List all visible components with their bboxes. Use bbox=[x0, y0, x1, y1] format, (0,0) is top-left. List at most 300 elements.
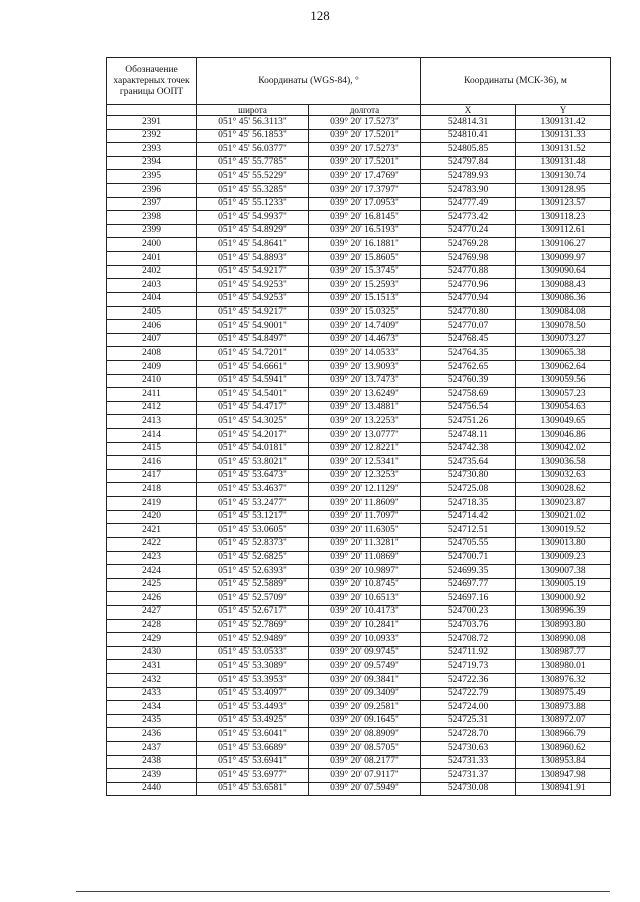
table-row bbox=[107, 265, 611, 279]
x-coordinate-cell: 524810.41 bbox=[421, 129, 516, 143]
x-coordinate-cell: 524697.16 bbox=[421, 592, 516, 606]
latitude-cell: 051° 45' 52.6393" bbox=[197, 565, 309, 579]
latitude-cell: 051° 45' 54.0181" bbox=[197, 442, 309, 456]
table-row bbox=[107, 456, 611, 470]
y-coordinate-cell: 1309084.08 bbox=[516, 306, 611, 320]
point-id-cell: 2403 bbox=[107, 279, 197, 293]
point-id-cell: 2417 bbox=[107, 469, 197, 483]
table-row bbox=[107, 660, 611, 674]
y-coordinate-cell: 1309106.27 bbox=[516, 238, 611, 252]
table-row bbox=[107, 714, 611, 728]
latitude-cell: 051° 45' 55.5229" bbox=[197, 170, 309, 184]
point-id-cell: 2407 bbox=[107, 333, 197, 347]
point-id-cell: 2435 bbox=[107, 714, 197, 728]
subheader-empty bbox=[107, 105, 197, 116]
longitude-cell: 039° 20' 13.6249" bbox=[309, 388, 421, 402]
latitude-cell: 051° 45' 54.8641" bbox=[197, 238, 309, 252]
table-row bbox=[107, 320, 611, 334]
longitude-cell: 039° 20' 09.2581" bbox=[309, 701, 421, 715]
point-id-cell: 2437 bbox=[107, 742, 197, 756]
x-coordinate-cell: 524730.63 bbox=[421, 742, 516, 756]
y-coordinate-cell: 1309131.42 bbox=[516, 116, 611, 130]
longitude-cell: 039° 20' 09.1645" bbox=[309, 714, 421, 728]
longitude-cell: 039° 20' 16.1881" bbox=[309, 238, 421, 252]
longitude-cell: 039° 20' 09.5749" bbox=[309, 660, 421, 674]
y-coordinate-cell: 1309118.23 bbox=[516, 211, 611, 225]
latitude-cell: 051° 45' 53.0533" bbox=[197, 646, 309, 660]
longitude-cell: 039° 20' 08.2177" bbox=[309, 755, 421, 769]
x-coordinate-cell: 524714.42 bbox=[421, 510, 516, 524]
y-coordinate-cell: 1308972.07 bbox=[516, 714, 611, 728]
point-id-cell: 2434 bbox=[107, 701, 197, 715]
y-coordinate-cell: 1309086.36 bbox=[516, 292, 611, 306]
table-row bbox=[107, 238, 611, 252]
longitude-cell: 039° 20' 13.7473" bbox=[309, 374, 421, 388]
point-id-cell: 2438 bbox=[107, 755, 197, 769]
y-coordinate-cell: 1308966.79 bbox=[516, 728, 611, 742]
y-coordinate-cell: 1308941.91 bbox=[516, 782, 611, 796]
x-coordinate-cell: 524742.38 bbox=[421, 442, 516, 456]
table-row bbox=[107, 333, 611, 347]
point-id-cell: 2405 bbox=[107, 306, 197, 320]
y-coordinate-cell: 1309046.86 bbox=[516, 429, 611, 443]
bottom-rule bbox=[76, 891, 610, 892]
longitude-cell: 039° 20' 11.7097" bbox=[309, 510, 421, 524]
y-coordinate-cell: 1308990.08 bbox=[516, 633, 611, 647]
longitude-cell: 039° 20' 14.7409" bbox=[309, 320, 421, 334]
latitude-cell: 051° 45' 53.6473" bbox=[197, 469, 309, 483]
y-coordinate-cell: 1309131.48 bbox=[516, 156, 611, 170]
x-coordinate-cell: 524773.42 bbox=[421, 211, 516, 225]
y-coordinate-cell: 1309049.65 bbox=[516, 415, 611, 429]
point-id-cell: 2411 bbox=[107, 388, 197, 402]
point-id-cell: 2439 bbox=[107, 769, 197, 783]
longitude-cell: 039° 20' 16.5193" bbox=[309, 224, 421, 238]
x-coordinate-cell: 524719.73 bbox=[421, 660, 516, 674]
table-row bbox=[107, 619, 611, 633]
x-coordinate-cell: 524758.69 bbox=[421, 388, 516, 402]
longitude-cell: 039° 20' 11.8609" bbox=[309, 497, 421, 511]
table-row bbox=[107, 211, 611, 225]
longitude-cell: 039° 20' 12.3253" bbox=[309, 469, 421, 483]
table-row bbox=[107, 252, 611, 266]
table-row bbox=[107, 728, 611, 742]
table-row bbox=[107, 742, 611, 756]
longitude-cell: 039° 20' 11.0869" bbox=[309, 551, 421, 565]
x-coordinate-cell: 524705.55 bbox=[421, 537, 516, 551]
y-coordinate-cell: 1309000.92 bbox=[516, 592, 611, 606]
x-coordinate-cell: 524770.88 bbox=[421, 265, 516, 279]
y-coordinate-cell: 1309028.62 bbox=[516, 483, 611, 497]
x-coordinate-cell: 524797.84 bbox=[421, 156, 516, 170]
latitude-cell: 051° 45' 55.1233" bbox=[197, 197, 309, 211]
latitude-cell: 051° 45' 53.6041" bbox=[197, 728, 309, 742]
y-coordinate-cell: 1309123.57 bbox=[516, 197, 611, 211]
latitude-cell: 051° 45' 53.4493" bbox=[197, 701, 309, 715]
y-coordinate-cell: 1308973.88 bbox=[516, 701, 611, 715]
x-coordinate-cell: 524708.72 bbox=[421, 633, 516, 647]
latitude-cell: 051° 45' 52.9489" bbox=[197, 633, 309, 647]
table-row bbox=[107, 687, 611, 701]
latitude-cell: 051° 45' 54.8929" bbox=[197, 224, 309, 238]
x-coordinate-cell: 524697.77 bbox=[421, 578, 516, 592]
point-id-cell: 2413 bbox=[107, 415, 197, 429]
x-coordinate-cell: 524751.26 bbox=[421, 415, 516, 429]
header-wgs84: Координаты (WGS-84), ° bbox=[197, 58, 421, 105]
latitude-cell: 051° 45' 54.5401" bbox=[197, 388, 309, 402]
y-coordinate-cell: 1309112.61 bbox=[516, 224, 611, 238]
subheader-longitude: долгота bbox=[309, 105, 421, 116]
y-coordinate-cell: 1308993.80 bbox=[516, 619, 611, 633]
y-coordinate-cell: 1308996.39 bbox=[516, 605, 611, 619]
point-id-cell: 2424 bbox=[107, 565, 197, 579]
table-row bbox=[107, 592, 611, 606]
latitude-cell: 051° 45' 53.4097" bbox=[197, 687, 309, 701]
x-coordinate-cell: 524814.31 bbox=[421, 116, 516, 130]
x-coordinate-cell: 524731.33 bbox=[421, 755, 516, 769]
table-row bbox=[107, 605, 611, 619]
longitude-cell: 039° 20' 15.3745" bbox=[309, 265, 421, 279]
longitude-cell: 039° 20' 09.3409" bbox=[309, 687, 421, 701]
point-id-cell: 2440 bbox=[107, 782, 197, 796]
latitude-cell: 051° 45' 52.6825" bbox=[197, 551, 309, 565]
y-coordinate-cell: 1309057.23 bbox=[516, 388, 611, 402]
y-coordinate-cell: 1309054.63 bbox=[516, 401, 611, 415]
latitude-cell: 051° 45' 52.6717" bbox=[197, 605, 309, 619]
latitude-cell: 051° 45' 54.6661" bbox=[197, 360, 309, 374]
point-id-cell: 2422 bbox=[107, 537, 197, 551]
longitude-cell: 039° 20' 13.4881" bbox=[309, 401, 421, 415]
x-coordinate-cell: 524756.54 bbox=[421, 401, 516, 415]
table-row bbox=[107, 646, 611, 660]
latitude-cell: 051° 45' 53.3953" bbox=[197, 673, 309, 687]
x-coordinate-cell: 524725.31 bbox=[421, 714, 516, 728]
longitude-cell: 039° 20' 09.3841" bbox=[309, 673, 421, 687]
page-number: 128 bbox=[310, 8, 330, 23]
longitude-cell: 039° 20' 12.5341" bbox=[309, 456, 421, 470]
latitude-cell: 051° 45' 55.3285" bbox=[197, 184, 309, 198]
point-id-cell: 2396 bbox=[107, 184, 197, 198]
x-coordinate-cell: 524764.35 bbox=[421, 347, 516, 361]
x-coordinate-cell: 524789.93 bbox=[421, 170, 516, 184]
y-coordinate-cell: 1309073.27 bbox=[516, 333, 611, 347]
table-body bbox=[107, 116, 611, 796]
longitude-cell: 039° 20' 15.2593" bbox=[309, 279, 421, 293]
table-row bbox=[107, 510, 611, 524]
latitude-cell: 051° 45' 53.4925" bbox=[197, 714, 309, 728]
table-row bbox=[107, 551, 611, 565]
table-row bbox=[107, 782, 611, 796]
longitude-cell: 039° 20' 07.9117" bbox=[309, 769, 421, 783]
y-coordinate-cell: 1309013.80 bbox=[516, 537, 611, 551]
y-coordinate-cell: 1309131.52 bbox=[516, 143, 611, 157]
y-coordinate-cell: 1309042.02 bbox=[516, 442, 611, 456]
table-row bbox=[107, 184, 611, 198]
longitude-cell: 039° 20' 15.1513" bbox=[309, 292, 421, 306]
latitude-cell: 051° 45' 52.5709" bbox=[197, 592, 309, 606]
table-row bbox=[107, 306, 611, 320]
table-row bbox=[107, 565, 611, 579]
x-coordinate-cell: 524748.11 bbox=[421, 429, 516, 443]
point-id-cell: 2414 bbox=[107, 429, 197, 443]
point-id-cell: 2395 bbox=[107, 170, 197, 184]
longitude-cell: 039° 20' 12.1129" bbox=[309, 483, 421, 497]
longitude-cell: 039° 20' 11.3281" bbox=[309, 537, 421, 551]
x-coordinate-cell: 524711.92 bbox=[421, 646, 516, 660]
longitude-cell: 039° 20' 10.9897" bbox=[309, 565, 421, 579]
x-coordinate-cell: 524760.39 bbox=[421, 374, 516, 388]
longitude-cell: 039° 20' 13.9093" bbox=[309, 360, 421, 374]
y-coordinate-cell: 1309065.38 bbox=[516, 347, 611, 361]
x-coordinate-cell: 524777.49 bbox=[421, 197, 516, 211]
table-row bbox=[107, 143, 611, 157]
longitude-cell: 039° 20' 13.2253" bbox=[309, 415, 421, 429]
longitude-cell: 039° 20' 11.6305" bbox=[309, 524, 421, 538]
latitude-cell: 051° 45' 54.7201" bbox=[197, 347, 309, 361]
longitude-cell: 039° 20' 10.8745" bbox=[309, 578, 421, 592]
point-id-cell: 2428 bbox=[107, 619, 197, 633]
x-coordinate-cell: 524731.37 bbox=[421, 769, 516, 783]
latitude-cell: 051° 45' 54.3025" bbox=[197, 415, 309, 429]
point-id-cell: 2410 bbox=[107, 374, 197, 388]
latitude-cell: 051° 45' 54.9937" bbox=[197, 211, 309, 225]
longitude-cell: 039° 20' 10.4173" bbox=[309, 605, 421, 619]
longitude-cell: 039° 20' 14.0533" bbox=[309, 347, 421, 361]
longitude-cell: 039° 20' 13.0777" bbox=[309, 429, 421, 443]
longitude-cell: 039° 20' 12.8221" bbox=[309, 442, 421, 456]
point-id-cell: 2432 bbox=[107, 673, 197, 687]
point-id-cell: 2408 bbox=[107, 347, 197, 361]
latitude-cell: 051° 45' 53.3089" bbox=[197, 660, 309, 674]
latitude-cell: 051° 45' 53.4637" bbox=[197, 483, 309, 497]
x-coordinate-cell: 524725.08 bbox=[421, 483, 516, 497]
point-id-cell: 2427 bbox=[107, 605, 197, 619]
point-id-cell: 2392 bbox=[107, 129, 197, 143]
latitude-cell: 051° 45' 54.9217" bbox=[197, 306, 309, 320]
y-coordinate-cell: 1308976.32 bbox=[516, 673, 611, 687]
latitude-cell: 051° 45' 54.9253" bbox=[197, 292, 309, 306]
latitude-cell: 051° 45' 53.2477" bbox=[197, 497, 309, 511]
latitude-cell: 051° 45' 53.6581" bbox=[197, 782, 309, 796]
point-id-cell: 2391 bbox=[107, 116, 197, 130]
point-id-cell: 2421 bbox=[107, 524, 197, 538]
latitude-cell: 051° 45' 53.1217" bbox=[197, 510, 309, 524]
point-id-cell: 2404 bbox=[107, 292, 197, 306]
point-id-cell: 2416 bbox=[107, 456, 197, 470]
longitude-cell: 039° 20' 15.0325" bbox=[309, 306, 421, 320]
x-coordinate-cell: 524730.08 bbox=[421, 782, 516, 796]
table-row bbox=[107, 156, 611, 170]
x-coordinate-cell: 524769.98 bbox=[421, 252, 516, 266]
y-coordinate-cell: 1309062.64 bbox=[516, 360, 611, 374]
longitude-cell: 039° 20' 10.0933" bbox=[309, 633, 421, 647]
y-coordinate-cell: 1309021.02 bbox=[516, 510, 611, 524]
table-row bbox=[107, 415, 611, 429]
longitude-cell: 039° 20' 16.8145" bbox=[309, 211, 421, 225]
longitude-cell: 039° 20' 17.3797" bbox=[309, 184, 421, 198]
y-coordinate-cell: 1308953.84 bbox=[516, 755, 611, 769]
point-id-cell: 2400 bbox=[107, 238, 197, 252]
point-id-cell: 2402 bbox=[107, 265, 197, 279]
table-row bbox=[107, 170, 611, 184]
y-coordinate-cell: 1308960.62 bbox=[516, 742, 611, 756]
table-row bbox=[107, 701, 611, 715]
table-row bbox=[107, 116, 611, 130]
longitude-cell: 039° 20' 08.5705" bbox=[309, 742, 421, 756]
table-row bbox=[107, 224, 611, 238]
latitude-cell: 051° 45' 53.6941" bbox=[197, 755, 309, 769]
latitude-cell: 051° 45' 54.2017" bbox=[197, 429, 309, 443]
table-row bbox=[107, 129, 611, 143]
longitude-cell: 039° 20' 10.2841" bbox=[309, 619, 421, 633]
longitude-cell: 039° 20' 10.6513" bbox=[309, 592, 421, 606]
latitude-cell: 051° 45' 56.1853" bbox=[197, 129, 309, 143]
point-id-cell: 2394 bbox=[107, 156, 197, 170]
table-row bbox=[107, 497, 611, 511]
latitude-cell: 051° 45' 54.9217" bbox=[197, 265, 309, 279]
x-coordinate-cell: 524770.24 bbox=[421, 224, 516, 238]
table-row bbox=[107, 755, 611, 769]
latitude-cell: 051° 45' 54.4717" bbox=[197, 401, 309, 415]
y-coordinate-cell: 1309078.50 bbox=[516, 320, 611, 334]
x-coordinate-cell: 524762.65 bbox=[421, 360, 516, 374]
y-coordinate-cell: 1308975.49 bbox=[516, 687, 611, 701]
table-row bbox=[107, 524, 611, 538]
longitude-cell: 039° 20' 14.4673" bbox=[309, 333, 421, 347]
latitude-cell: 051° 45' 52.8373" bbox=[197, 537, 309, 551]
table-row bbox=[107, 483, 611, 497]
table-row bbox=[107, 633, 611, 647]
x-coordinate-cell: 524722.36 bbox=[421, 673, 516, 687]
latitude-cell: 051° 45' 54.8497" bbox=[197, 333, 309, 347]
y-coordinate-cell: 1309088.43 bbox=[516, 279, 611, 293]
y-coordinate-cell: 1309128.95 bbox=[516, 184, 611, 198]
longitude-cell: 039° 20' 08.8909" bbox=[309, 728, 421, 742]
x-coordinate-cell: 524783.90 bbox=[421, 184, 516, 198]
latitude-cell: 051° 45' 53.0605" bbox=[197, 524, 309, 538]
x-coordinate-cell: 524728.70 bbox=[421, 728, 516, 742]
point-id-cell: 2433 bbox=[107, 687, 197, 701]
point-id-cell: 2420 bbox=[107, 510, 197, 524]
longitude-cell: 039° 20' 17.5201" bbox=[309, 156, 421, 170]
x-coordinate-cell: 524712.51 bbox=[421, 524, 516, 538]
x-coordinate-cell: 524769.28 bbox=[421, 238, 516, 252]
x-coordinate-cell: 524699.35 bbox=[421, 565, 516, 579]
point-id-cell: 2425 bbox=[107, 578, 197, 592]
point-id-cell: 2415 bbox=[107, 442, 197, 456]
longitude-cell: 039° 20' 17.5273" bbox=[309, 116, 421, 130]
table-row bbox=[107, 197, 611, 211]
table-row bbox=[107, 374, 611, 388]
point-id-cell: 2409 bbox=[107, 360, 197, 374]
x-coordinate-cell: 524700.71 bbox=[421, 551, 516, 565]
point-id-cell: 2429 bbox=[107, 633, 197, 647]
header-point: Обозначение характерных точек границы ООПТ bbox=[107, 58, 197, 105]
point-id-cell: 2401 bbox=[107, 252, 197, 266]
y-coordinate-cell: 1309059.56 bbox=[516, 374, 611, 388]
y-coordinate-cell: 1309131.33 bbox=[516, 129, 611, 143]
table-row bbox=[107, 469, 611, 483]
point-id-cell: 2399 bbox=[107, 224, 197, 238]
subheader-x: X bbox=[421, 105, 516, 116]
longitude-cell: 039° 20' 07.5949" bbox=[309, 782, 421, 796]
y-coordinate-cell: 1308980.01 bbox=[516, 660, 611, 674]
latitude-cell: 051° 45' 54.9253" bbox=[197, 279, 309, 293]
longitude-cell: 039° 20' 17.5201" bbox=[309, 129, 421, 143]
table-row bbox=[107, 279, 611, 293]
latitude-cell: 051° 45' 54.8893" bbox=[197, 252, 309, 266]
y-coordinate-cell: 1309005.19 bbox=[516, 578, 611, 592]
y-coordinate-cell: 1308987.77 bbox=[516, 646, 611, 660]
header-msk36: Координаты (МСК-36), м bbox=[421, 58, 611, 105]
point-id-cell: 2412 bbox=[107, 401, 197, 415]
table-row bbox=[107, 673, 611, 687]
x-coordinate-cell: 524770.96 bbox=[421, 279, 516, 293]
table-row bbox=[107, 769, 611, 783]
coordinates-table bbox=[106, 57, 611, 796]
latitude-cell: 051° 45' 56.3113" bbox=[197, 116, 309, 130]
point-id-cell: 2431 bbox=[107, 660, 197, 674]
x-coordinate-cell: 524703.76 bbox=[421, 619, 516, 633]
y-coordinate-cell: 1308947.98 bbox=[516, 769, 611, 783]
latitude-cell: 051° 45' 53.6977" bbox=[197, 769, 309, 783]
y-coordinate-cell: 1309009.23 bbox=[516, 551, 611, 565]
table-row bbox=[107, 442, 611, 456]
y-coordinate-cell: 1309036.58 bbox=[516, 456, 611, 470]
y-coordinate-cell: 1309023.87 bbox=[516, 497, 611, 511]
y-coordinate-cell: 1309090.64 bbox=[516, 265, 611, 279]
x-coordinate-cell: 524724.00 bbox=[421, 701, 516, 715]
y-coordinate-cell: 1309130.74 bbox=[516, 170, 611, 184]
table-row bbox=[107, 292, 611, 306]
table-row bbox=[107, 360, 611, 374]
point-id-cell: 2393 bbox=[107, 143, 197, 157]
x-coordinate-cell: 524722.79 bbox=[421, 687, 516, 701]
x-coordinate-cell: 524805.85 bbox=[421, 143, 516, 157]
x-coordinate-cell: 524735.64 bbox=[421, 456, 516, 470]
x-coordinate-cell: 524768.45 bbox=[421, 333, 516, 347]
subheader-y: Y bbox=[516, 105, 611, 116]
point-id-cell: 2418 bbox=[107, 483, 197, 497]
x-coordinate-cell: 524730.80 bbox=[421, 469, 516, 483]
latitude-cell: 051° 45' 54.5941" bbox=[197, 374, 309, 388]
x-coordinate-cell: 524718.35 bbox=[421, 497, 516, 511]
point-id-cell: 2426 bbox=[107, 592, 197, 606]
table-row bbox=[107, 401, 611, 415]
table-row bbox=[107, 429, 611, 443]
x-coordinate-cell: 524770.94 bbox=[421, 292, 516, 306]
latitude-cell: 051° 45' 55.7785" bbox=[197, 156, 309, 170]
point-id-cell: 2398 bbox=[107, 211, 197, 225]
latitude-cell: 051° 45' 54.9001" bbox=[197, 320, 309, 334]
longitude-cell: 039° 20' 15.8605" bbox=[309, 252, 421, 266]
latitude-cell: 051° 45' 52.5889" bbox=[197, 578, 309, 592]
point-id-cell: 2436 bbox=[107, 728, 197, 742]
table-row bbox=[107, 347, 611, 361]
table-row bbox=[107, 578, 611, 592]
y-coordinate-cell: 1309007.38 bbox=[516, 565, 611, 579]
longitude-cell: 039° 20' 17.4769" bbox=[309, 170, 421, 184]
latitude-cell: 051° 45' 53.6689" bbox=[197, 742, 309, 756]
y-coordinate-cell: 1309019.52 bbox=[516, 524, 611, 538]
point-id-cell: 2419 bbox=[107, 497, 197, 511]
longitude-cell: 039° 20' 17.0953" bbox=[309, 197, 421, 211]
latitude-cell: 051° 45' 56.0377" bbox=[197, 143, 309, 157]
longitude-cell: 039° 20' 09.9745" bbox=[309, 646, 421, 660]
x-coordinate-cell: 524770.80 bbox=[421, 306, 516, 320]
point-id-cell: 2397 bbox=[107, 197, 197, 211]
latitude-cell: 051° 45' 53.8021" bbox=[197, 456, 309, 470]
